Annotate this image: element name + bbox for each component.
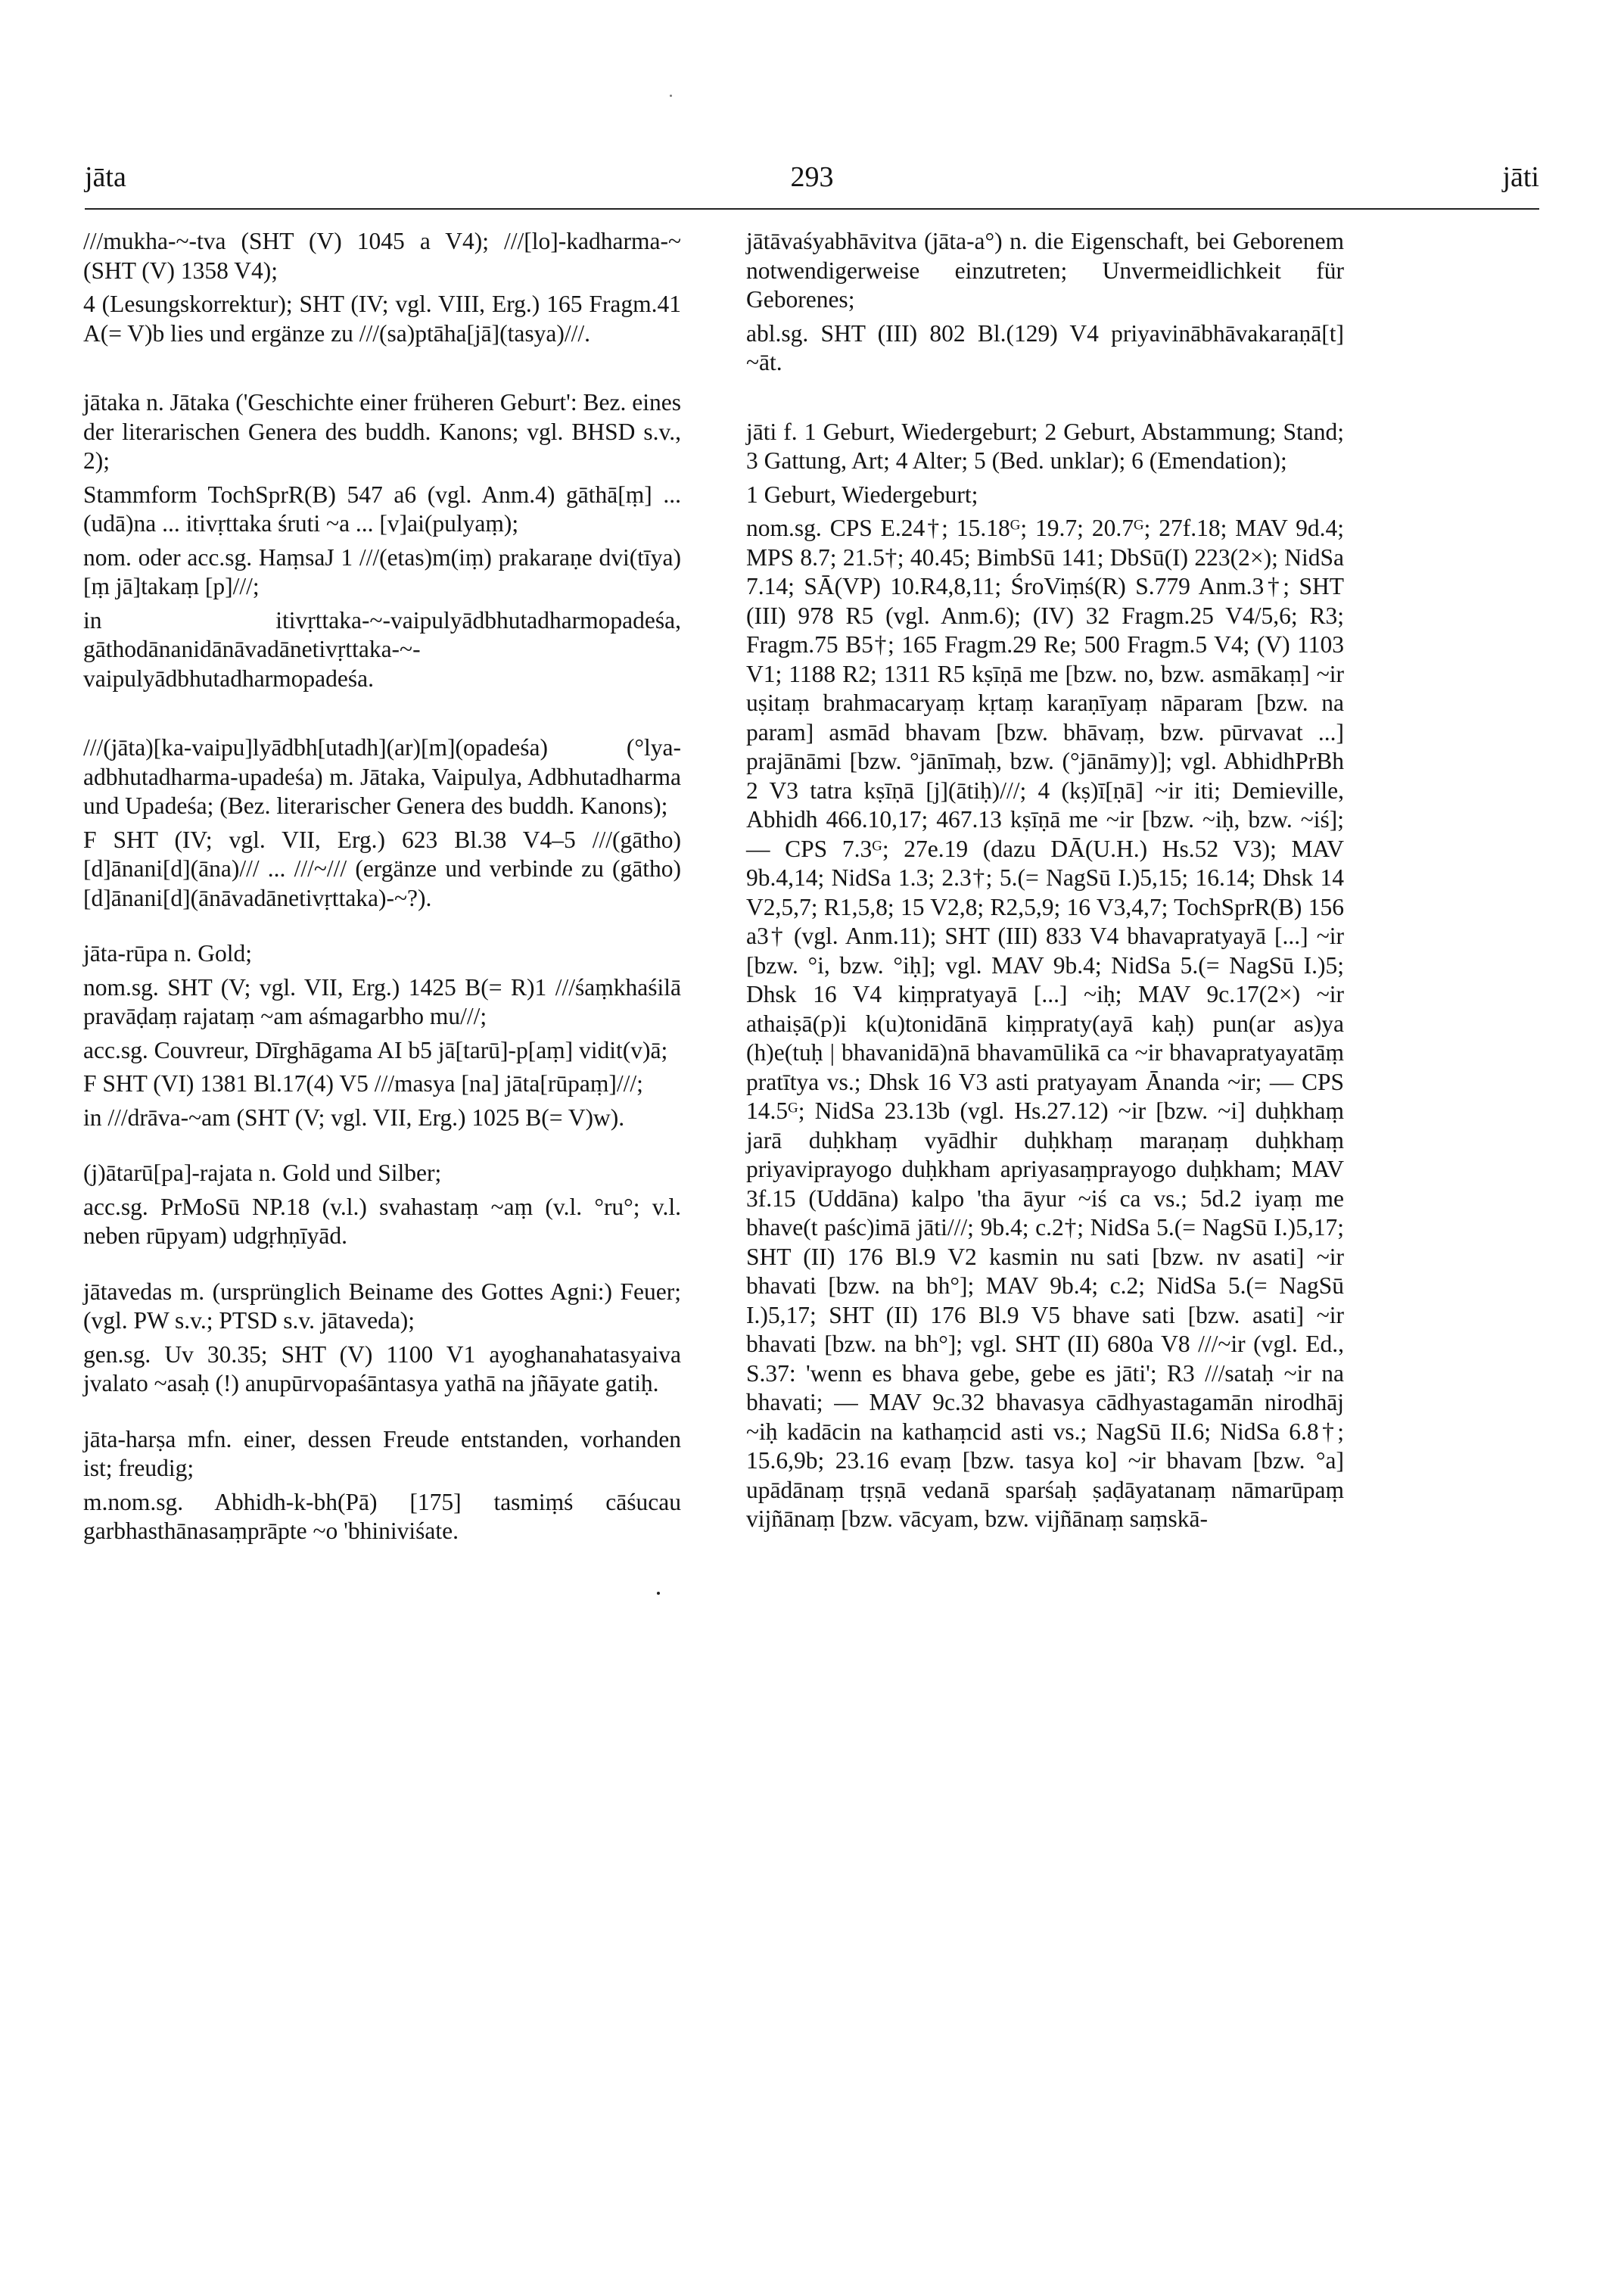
entry-paragraph: in ///drāva-~am (SHT (V; vgl. VII, Erg.) 1025 B(= V)w). [83,1104,625,1131]
page-header [85,160,1539,206]
entry-continuation [83,227,681,348]
entry-jatavedas [83,1278,681,1399]
entry-paragraph: abl.sg. SHT (III) 802 Bl.(129) V4 priyavinābhāvakaraṇā[t] ~āt. [746,319,1344,375]
entry-headword-line: jātavedas m. (ursprünglich Beiname des Gottes Agni:) Feuer; (vgl. PW s.v.; PTSD s.v. jātaveda); [83,1278,681,1334]
entry-paragraph: in itivṛttaka-~-vaipulyādbhutadharmopadeśa, gāthodānanidānāvadānetivṛttaka-~-vaipulyādbhutadharmopadeśa. [83,606,681,692]
entry-jatavasyabhavitva [746,227,1344,378]
entry-headword-line: jātaka n. Jātaka ('Geschichte einer früheren Geburt': Bez. eines der literarischen Genera des buddh. Kanons; vgl. BHSD s.v., 2); [83,389,681,474]
paper-speck [670,95,672,97]
entry-paragraph: nom.sg. SHT (V; vgl. VII, Erg.) 1425 B(= R)1 ///śaṃkhaśilā pravāḍaṃ rajataṃ ~am aśmagarbho mu///; [83,973,681,1029]
entry-headword-line: (j)ātarū[pa]-rajata n. Gold und Silber; [83,1160,442,1186]
entry-headword-line: jāti f. 1 Geburt, Wiedergeburt; 2 Geburt, Abstammung; Stand; 3 Gattung, Art; 4 Alter; 5 (Bed. unklar); 6 (Emendation); [746,418,1344,474]
entry-headword-line: ///(jāta)[ka-vaipu]lyādbh[utadh](ar)[m](opadeśa) (°lya-adbhutadharma-upadeśa) m. Jātaka, Vaipulya, Adbhutadharma und Upadeśa; (Bez. literarischer Genera des buddh. Kanons); [83,734,681,819]
entry-paragraph: Stammform TochSprR(B) 547 a6 (vgl. Anm.4) gāthā[ṃ] ... (udā)na ... itivṛttaka śruti ~a ... [v]ai(pulyaṃ); [83,481,681,537]
running-head-left: jāta [85,161,126,193]
entry-headword-line: jātāvaśyabhāvitva (jāta-a°) n. die Eigenschaft, bei Geborenem notwendigerweise einzutreten; Unvermeidlichkeit für Geborenes; [746,228,1344,313]
entry-paragraph: ///mukha-~-tva (SHT (V) 1045 a V4); ///[lo]-kadharma-~ (SHT (V) 1358 V4); [83,228,681,284]
entry-jata-rupa [83,939,681,1132]
entry-jati [746,418,1344,1534]
entry-headword-line: jāta-rūpa n. Gold; [83,940,253,967]
ink-speck [657,1592,660,1595]
entry-headword-line: jāta-harṣa mfn. einer, dessen Freude entstanden, vorhanden ist; freudig; [83,1425,681,1481]
entry-paragraph: acc.sg. Couvreur, Dīrghāgama AI b5 jā[tarū]-p[aṃ] vidit(v)ā; [83,1036,668,1063]
entry-paragraph: F SHT (IV; vgl. VII, Erg.) 623 Bl.38 V4–5 ///(gātho)[d]ānani[d](āna)/// ... ///~/// (ergänze und verbinde zu (gātho)[d]ānani[d](ānāvadānetivṛttaka)-~?). [83,826,681,911]
entry-paragraph: acc.sg. PrMoSū NP.18 (v.l.) svahastaṃ ~aṃ (v.l. °ru°; v.l. neben rūpyam) udgṛhṇīyād. [83,1193,681,1249]
right-column [746,227,1344,1561]
entry-paragraph: nom. oder acc.sg. HaṃsaJ 1 ///(etas)m(iṃ) prakaraṇe dvi(tīya)[ṃ jā]takaṃ [p]///; [83,543,681,599]
header-rule [85,208,1539,210]
entry-paragraph: nom.sg. CPS E.24†; 15.18ᴳ; 19.7; 20.7ᴳ; 27f.18; MAV 9d.4; MPS 8.7; 21.5†; 40.45; BimbSū 141; DbSū(I) 223(2×); NidSa 7.14; SĀ(VP) 10.R4,8,11; ŚroViṃś(R) S.779 Anm.3†; SHT (III) 978 R5 (vgl. Anm.6); (IV) 32 Fragm.25 V4/5,6; R3; Fragm.75 B5†; 165 Fragm.29 Re; 500 Fragm.5 V4; (V) 1103 V1; 1188 R2; 1311 R5 kṣīṇā me [bzw. no, bzw. asmākaṃ] ~ir uṣitaṃ brahmacaryaṃ kṛtaṃ karaṇīyaṃ nāparam [bzw. na param] asmād bhavam [bzw. bhāvaṃ, bzw. pūrvavat ...] prajānāmi [bzw. °jānīmaḥ, bzw. (°jānāmy)]; vgl. AbhidhPrBh 2 V3 tatra kṣīṇā [j](ātiḥ)///; 4 (kṣ)ī[ṇā] ~ir iti; Demieville, Abhidh 466.10,17; 467.13 kṣīṇā me ~ir [bzw. ~iḥ, bzw. ~iś]; — CPS 7.3ᴳ; 27e.19 (dazu DĀ(U.H.) Hs.52 V3); MAV 9b.4,14; NidSa 1.3; 2.3†; 5.(= NagSū I.)5,15; 16.14; Dhsk 14 V2,5,7; R1,5,8; 15 V2,8; R2,5,9; 16 V3,4,7; TochSprR(B) 156 a3† (vgl. Anm.11); SHT (III) 833 V4 bhavapratyayā [...] ~ir [bzw. °i, bzw. °iḥ]; vgl. MAV 9b.4; NidSa 5.(= NagSū I.)5; Dhsk 16 V4 kiṃpratyayā [...] ~iḥ; MAV 9c.17(2×) ~ir athaiṣā(p)i k(u)tonidānā kiṃpraty(ayā kaḥ) pun(ar as)ya (h)e(tuḥ | bhavanidā)nā bhavamūlikā ca ~ir bhavapratyayatāṃ pratītya vs.; Dhsk 16 V3 asti pratyayam Ānanda ~ir; — CPS 14.5ᴳ; NidSa 23.13b (vgl. Hs.27.12) ~ir [bzw. ~i] duḥkhaṃ jarā duḥkhaṃ vyādhir duḥkhaṃ maraṇaṃ duḥkhaṃ priyaviprayogo duḥkham apriyasaṃprayogo duḥkham; MAV 3f.15 (Uddāna) kalpo 'tha āyur ~iś ca vs.; 5d.2 iyaṃ me bhave(t paśc)imā jāti///; 9b.4; c.2†; NidSa 5.(= NagSū I.)5,17; SHT (II) 176 Bl.9 V2 kasmin nu sati [bzw. nv asati] ~ir bhavati [bzw. na bh°]; MAV 9b.4; c.2; NidSa 5.(= NagSū I.)5,17; SHT (II) 176 Bl.9 V5 bhave sati [bzw. asati] ~ir bhavati [bzw. na bh°]; vgl. SHT (II) 680a V8 ///~ir (vgl. Ed., S.37: 'wenn es bhava gebe, gebe es jāti'; R3 ///sataḥ ~ir na bhavati; — MAV 9c.32 bhavasya cādhyastagamān nirodhāj ~iḥ kadācin na kathaṃcid asti vs.; NagSū II.6; NidSa 6.8†; 15.6,9b; 23.16 evaṃ [bzw. tasya ko] ~ir bhavam [bzw. °a] upādānaṃ tṛṣṇā vedanā sparśaḥ ṣaḍāyatanaṃ nāmarūpaṃ vijñānaṃ [bzw. vācyam, bzw. vijñānaṃ saṃskā- [746,515,1344,1532]
entry-paragraph: F SHT (VI) 1381 Bl.17(4) V5 ///masya [na] jāta[rūpaṃ]///; [83,1070,643,1097]
entry-sense-heading: 1 Geburt, Wiedergeburt; [746,481,978,508]
entry-jatarupa-rajata [83,1159,681,1251]
entry-paragraph: 4 (Lesungskorrektur); SHT (IV; vgl. VIII, Erg.) 165 Fragm.41 A(= V)b lies und ergänze zu ///(sa)ptāha[jā](tasya)///. [83,291,681,347]
entry-jataka-vaipulya [83,733,681,913]
entry-paragraph: m.nom.sg. Abhidh-k-bh(Pā) [175] tasmiṃś cāśucau garbhasthānasaṃprāpte ~o 'bhiniviśate. [83,1488,681,1544]
page-number: 293 [790,161,834,193]
entry-paragraph: gen.sg. Uv 30.35; SHT (V) 1100 V1 ayoghanahatasyaiva jvalato ~asaḥ (!) anupūrvopaśāntasya yathā na jñāyate gatiḥ. [83,1340,681,1396]
entry-jata-harsa [83,1425,681,1546]
entry-jataka [83,388,681,693]
left-column [83,227,681,1573]
running-head-right: jāti [1502,161,1539,193]
